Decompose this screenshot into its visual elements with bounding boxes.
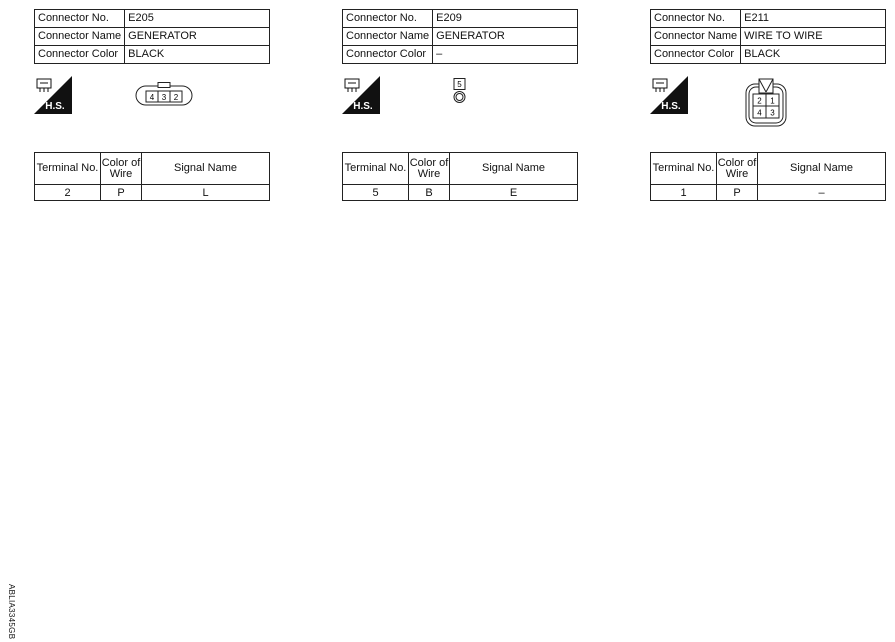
wire-color-cell: B xyxy=(409,185,450,201)
terminal-table-header xyxy=(343,153,578,185)
connector-color-label: Connector Color xyxy=(35,46,125,64)
cavity-label: 3 xyxy=(161,93,167,102)
wire-color-header-line2: Wire xyxy=(725,167,749,180)
wire-color-header-line2: Wire xyxy=(109,167,133,180)
hs-badge-text: H.S. xyxy=(45,101,65,112)
harness-side-icon xyxy=(342,76,380,114)
table-row xyxy=(343,185,578,201)
connector-info-table xyxy=(342,9,578,64)
connector-no-label: Connector No. xyxy=(651,10,741,28)
cavity-label: 3 xyxy=(770,108,775,118)
wire-color-header-line1: Color of xyxy=(101,156,141,169)
cavity-label: 5 xyxy=(457,80,462,89)
terminal-no-header: Terminal No. xyxy=(343,153,409,185)
connector-name-label: Connector Name xyxy=(35,28,125,46)
signal-name-header: Signal Name xyxy=(142,153,270,185)
terminal-table-header xyxy=(35,153,270,185)
connector-no-row xyxy=(651,10,886,28)
table-row xyxy=(651,185,886,201)
cavity-label: 2 xyxy=(173,93,179,102)
terminal-table xyxy=(650,152,886,201)
connector-color-row xyxy=(651,46,886,64)
terminal-table xyxy=(34,152,270,201)
wire-color-header-line1: Color of xyxy=(717,156,757,169)
connector-no-value: E209 xyxy=(433,10,578,28)
cavity-label: 4 xyxy=(149,93,155,102)
connector-color-value: BLACK xyxy=(125,46,270,64)
connector-name-row xyxy=(35,28,270,46)
connector-panel-e205 xyxy=(34,0,274,210)
connector-no-label: Connector No. xyxy=(343,10,433,28)
connector-color-row xyxy=(343,46,578,64)
terminal-no-cell: 5 xyxy=(343,185,409,201)
signal-name-cell: – xyxy=(758,185,886,201)
connector-name-row xyxy=(651,28,886,46)
connector-color-row xyxy=(35,46,270,64)
connector-face-diagram xyxy=(744,78,792,128)
connector-name-label: Connector Name xyxy=(343,28,433,46)
connector-name-row xyxy=(343,28,578,46)
connector-color-label: Connector Color xyxy=(343,46,433,64)
terminal-no-header: Terminal No. xyxy=(651,153,717,185)
connector-info-table xyxy=(650,9,886,64)
connector-no-row xyxy=(35,10,270,28)
signal-name-cell: L xyxy=(142,185,270,201)
connector-panel-e211 xyxy=(650,0,890,210)
hs-badge-text: H.S. xyxy=(353,101,373,112)
wire-color-header-line1: Color of xyxy=(409,156,449,169)
connector-name-value: GENERATOR xyxy=(125,28,270,46)
hs-badge-text: H.S. xyxy=(661,101,681,112)
harness-side-icon xyxy=(34,76,72,114)
connector-panel-e209 xyxy=(342,0,582,210)
connector-no-label: Connector No. xyxy=(35,10,125,28)
terminal-no-cell: 2 xyxy=(35,185,101,201)
wire-color-header xyxy=(717,153,758,185)
cavity-label: 2 xyxy=(757,96,762,106)
cavity-label: 4 xyxy=(757,108,762,118)
signal-name-header: Signal Name xyxy=(450,153,578,185)
terminal-table-header xyxy=(651,153,886,185)
connector-color-label: Connector Color xyxy=(651,46,741,64)
terminal-no-cell: 1 xyxy=(651,185,717,201)
connector-no-row xyxy=(343,10,578,28)
connector-info-table xyxy=(34,9,270,64)
terminal-no-header: Terminal No. xyxy=(35,153,101,185)
wire-color-header xyxy=(409,153,450,185)
connector-name-label: Connector Name xyxy=(651,28,741,46)
connector-name-value: WIRE TO WIRE xyxy=(741,28,886,46)
signal-name-cell: E xyxy=(450,185,578,201)
wire-color-header-line2: Wire xyxy=(417,167,441,180)
connector-face-diagram xyxy=(450,78,470,104)
signal-name-header: Signal Name xyxy=(758,153,886,185)
wire-color-cell: P xyxy=(101,185,142,201)
connector-no-value: E205 xyxy=(125,10,270,28)
figure-code: ABLIA3345GB xyxy=(7,584,16,640)
connector-no-value: E211 xyxy=(741,10,886,28)
wire-color-cell: P xyxy=(717,185,758,201)
connector-name-value: GENERATOR xyxy=(433,28,578,46)
connector-face-diagram xyxy=(134,82,194,108)
table-row xyxy=(35,185,270,201)
harness-side-icon xyxy=(650,76,688,114)
terminal-table xyxy=(342,152,578,201)
connector-color-value: – xyxy=(433,46,578,64)
cavity-label: 1 xyxy=(770,96,775,106)
connector-color-value: BLACK xyxy=(741,46,886,64)
wire-color-header xyxy=(101,153,142,185)
